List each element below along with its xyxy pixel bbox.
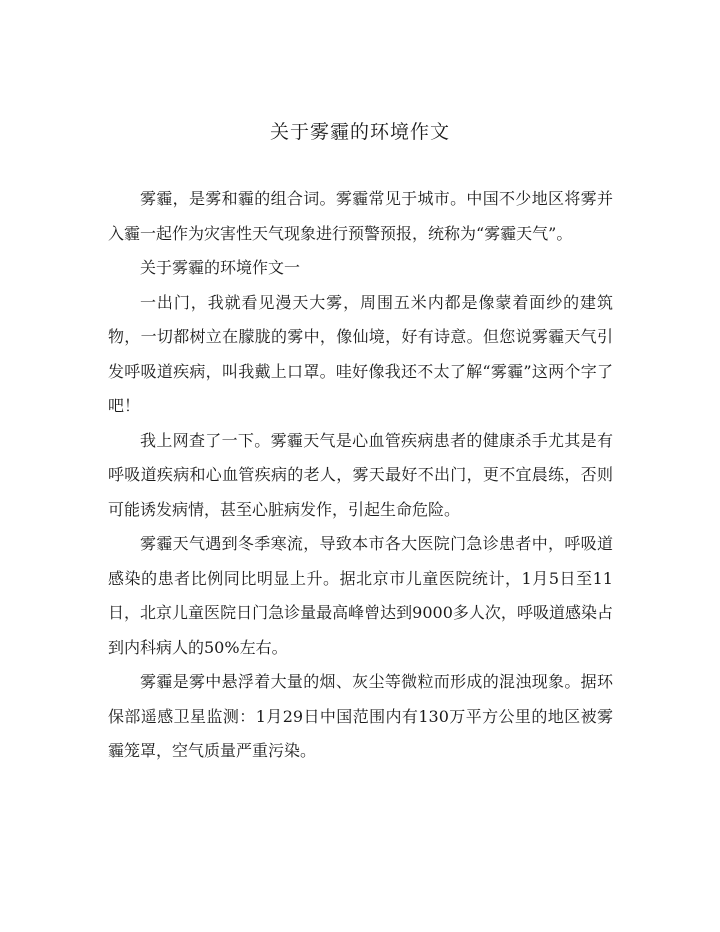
paragraph-4: 雾霾是雾中悬浮着大量的烟、灰尘等微粒而形成的混浊现象。据环保部遥感卫星监测：1月29日中国范围内有130万平方公里的地区被雾霾笼罩，空气质量严重污染。: [108, 672, 613, 760]
document-title: 关于雾霾的环境作文: [269, 121, 450, 143]
paragraph-intro: 雾霾，是雾和霾的组合词。雾霾常见于城市。中国不少地区将雾并入霾一起作为灾害性天气现象进行预警预报，统称为“雾霾天气”。: [108, 189, 613, 243]
paragraph-3: 雾霾天气遇到冬季寒流，导致本市各大医院门急诊患者中，呼吸道感染的患者比例同比明显上升。据北京市儿童医院统计，1月5日至11日，北京儿童医院日门急诊量最高峰曾达到9000多人次，呼吸道感染占到内科病人的50%左右。: [108, 534, 613, 657]
document-body: [108, 182, 613, 769]
paragraph-2: 我上网查了一下。雾霾天气是心血管疾病患者的健康杀手尤其是有呼吸道疾病和心血管疾病的老人，雾天最好不出门，更不宜晨练，否则可能诱发病情，甚至心脏病发作，引起生命危险。: [108, 430, 613, 519]
paragraph-1: 一出门，我就看见漫天大雾，周围五米内都是像蒙着面纱的建筑物，一切都树立在朦胧的雾中，像仙境，好有诗意。但您说雾霾天气引发呼吸道疾病，叫我戴上口罩。哇好像我还不太了解“雾霾”这两个字了吧！: [108, 292, 613, 415]
section-heading: 关于雾霾的环境作文一: [140, 258, 301, 277]
